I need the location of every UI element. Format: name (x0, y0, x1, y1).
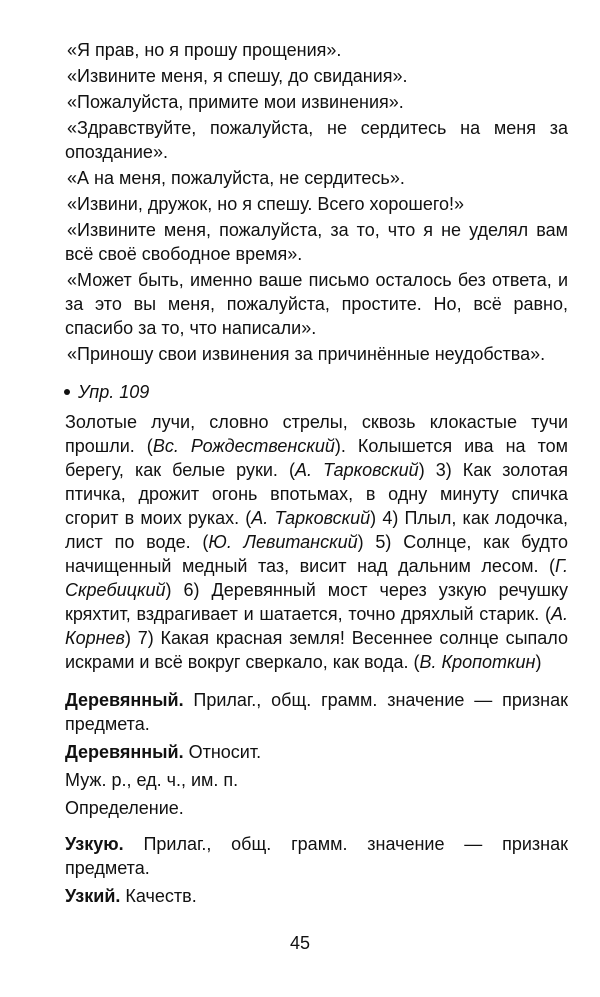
analysis-text: Относит. (183, 742, 262, 762)
author-2: А. Тарковский (294, 460, 419, 480)
quote-8: «Может быть, именно ваше письмо осталось без ответа, и за это вы меня, пожалуйста, простите. Но, всё равно, спасибо за то, что написали». (65, 270, 568, 338)
quote-9: «Приношу свои извинения за причинённые неудобства». (67, 344, 546, 364)
analysis-text: Определение. (65, 798, 184, 818)
sentence-4: ) 4) Плыл, как лодочка, лист по воде. ( (65, 508, 568, 552)
author-3: А. Тарковский (251, 508, 371, 528)
analysis-text: Прилаг., общ. грамм. значение — признак предмета. (65, 690, 568, 734)
analysis-text: Прилаг., общ. грамм. значение — признак предмета. (65, 834, 568, 878)
analysis-line-1 (65, 688, 568, 736)
quote-7: «Извините меня, пожалуйста, за то, что я не уделял вам всё своё свободное время». (65, 220, 568, 264)
analysis-line-6 (65, 884, 568, 908)
sentence-2: ). Колышется ива на том берегу, как белые руки. ( (65, 436, 569, 480)
analysis-text: Качеств. (120, 886, 197, 906)
analysis-text: Муж. р., ед. ч., им. п. (65, 770, 239, 790)
sentence-5: ) 5) Солнце, как будто начищенный медный таз, висит над дальним лесом. ( (65, 532, 568, 576)
author-7: В. Кропоткин (419, 652, 536, 672)
quote-5: «А на меня, пожалуйста, не сердитесь». (67, 168, 405, 188)
author-1: Вс. Рождественский (152, 436, 335, 456)
quote-1: «Я прав, но я прошу прощения». (67, 40, 342, 60)
analysis-line-4 (65, 796, 568, 820)
quote-6: «Извини, дружок, но я спешу. Всего хорошего!» (67, 194, 465, 214)
analysis-term: Узкую. (65, 834, 124, 854)
sentence-8: ) (535, 652, 542, 672)
analysis-term: Деревянный. (65, 742, 184, 762)
bullet-icon (64, 389, 70, 395)
sentence-1: Золотые лучи, словно стрелы, сквозь клокастые тучи прошли. ( (65, 412, 568, 456)
page-number: 45 (289, 933, 311, 953)
author-5: Г. Скребицкий (65, 556, 568, 600)
exercise-text (65, 410, 568, 674)
sentence-3: ) 3) Как золотая птичка, дрожит огонь впотьмах, в одну минуту спичка сгорит в моих руках. ( (65, 460, 568, 528)
analysis-line-5 (65, 832, 568, 880)
quote-3: «Пожалуйста, примите мои извинения». (67, 92, 404, 112)
sentence-6: ) 6) Деревянный мост через узкую речушку кряхтит, вздрагивает и шатается, точно дряхлый старик. ( (65, 580, 568, 624)
author-4: Ю. Левитанский (208, 532, 358, 552)
quote-2: «Извините меня, я спешу, до свидания». (67, 66, 408, 86)
analysis-line-2 (65, 740, 568, 764)
sentence-7: ) 7) Какая красная земля! Весеннее солнце сыпало искрами и всё вокруг сверкало, как вода. ( (65, 628, 568, 672)
exercise-label: Упр. 109 (78, 382, 150, 402)
analysis-line-3 (65, 768, 568, 792)
page-content (65, 38, 568, 912)
analysis-term: Деревянный. (65, 690, 184, 710)
author-6: А. Корнев (65, 604, 568, 648)
exercise-heading (65, 380, 568, 404)
quote-4: «Здравствуйте, пожалуйста, не сердитесь на меня за опоздание». (65, 118, 568, 162)
analysis-term: Узкий. (65, 886, 121, 906)
